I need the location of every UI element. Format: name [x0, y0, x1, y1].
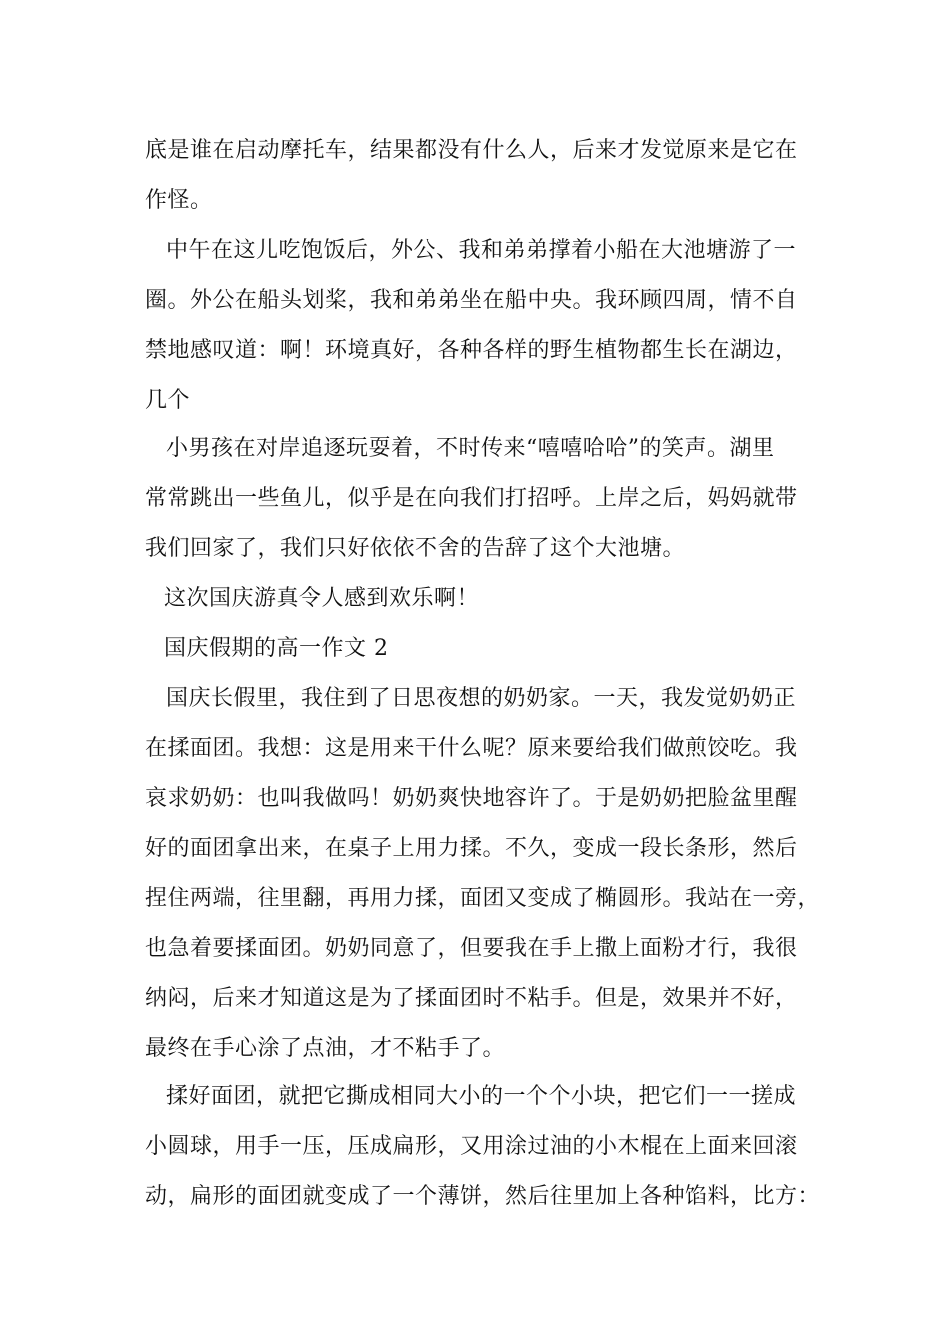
- paragraph-line: 捏住两端，往里翻，再用力揉，面团又变成了椭圆形。我站在一旁，: [145, 886, 821, 911]
- paragraph-line: 也急着要揉面团。奶奶同意了，但要我在手上撒上面粉才行，我很: [145, 936, 798, 961]
- paragraph-line: 好的面团拿出来，在桌子上用力揉。不久，变成一段长条形，然后: [145, 836, 798, 861]
- paragraph-line: 圈。外公在船头划桨，我和弟弟坐在船中央。我环顾四周，情不自: [145, 288, 798, 313]
- paragraph-line: 纳闷，后来才知道这是为了揉面团时不粘手。但是，效果并不好，: [145, 986, 798, 1011]
- paragraph-line: 我们回家了，我们只好依依不舍的告辞了这个大池塘。: [145, 536, 686, 561]
- paragraph-line: 动，扁形的面团就变成了一个薄饼，然后往里加上各种馅料，比方：: [145, 1184, 821, 1209]
- paragraph-line: 底是谁在启动摩托车，结果都没有什么人，后来才发觉原来是它在: [145, 138, 798, 163]
- paragraph-line: 几个: [145, 388, 191, 413]
- paragraph-line: 这次国庆游真令人感到欢乐啊！: [164, 586, 480, 611]
- paragraph-line: 中午在这儿吃饱饭后，外公、我和弟弟撑着小船在大池塘游了一: [166, 238, 797, 263]
- section-heading: 国庆假期的高一作文 2: [164, 636, 389, 661]
- paragraph-line: 哀求奶奶：也叫我做吗！奶奶爽快地容许了。于是奶奶把脸盆里醒: [145, 786, 798, 811]
- paragraph-line: 国庆长假里，我住到了日思夜想的奶奶家。一天，我发觉奶奶正: [166, 686, 797, 711]
- paragraph-line: 在揉面团。我想：这是用来干什么呢？原来要给我们做煎饺吃。我: [145, 736, 798, 761]
- paragraph-line: 常常跳出一些鱼儿，似乎是在向我们打招呼。上岸之后，妈妈就带: [145, 486, 798, 511]
- paragraph-line: 揉好面团，就把它撕成相同大小的一个个小块，把它们一一搓成: [166, 1084, 797, 1109]
- paragraph-line: 禁地感叹道：啊！环境真好，各种各样的野生植物都生长在湖边，: [145, 338, 798, 363]
- paragraph-line: 最终在手心涂了点油，才不粘手了。: [145, 1036, 506, 1061]
- paragraph-line: 作怪。: [145, 188, 213, 213]
- paragraph-line: 小男孩在对岸追逐玩耍着，不时传来“嘻嘻哈哈”的笑声。湖里: [166, 436, 775, 461]
- paragraph-line: 小圆球，用手一压，压成扁形，又用涂过油的小木棍在上面来回滚: [145, 1134, 798, 1159]
